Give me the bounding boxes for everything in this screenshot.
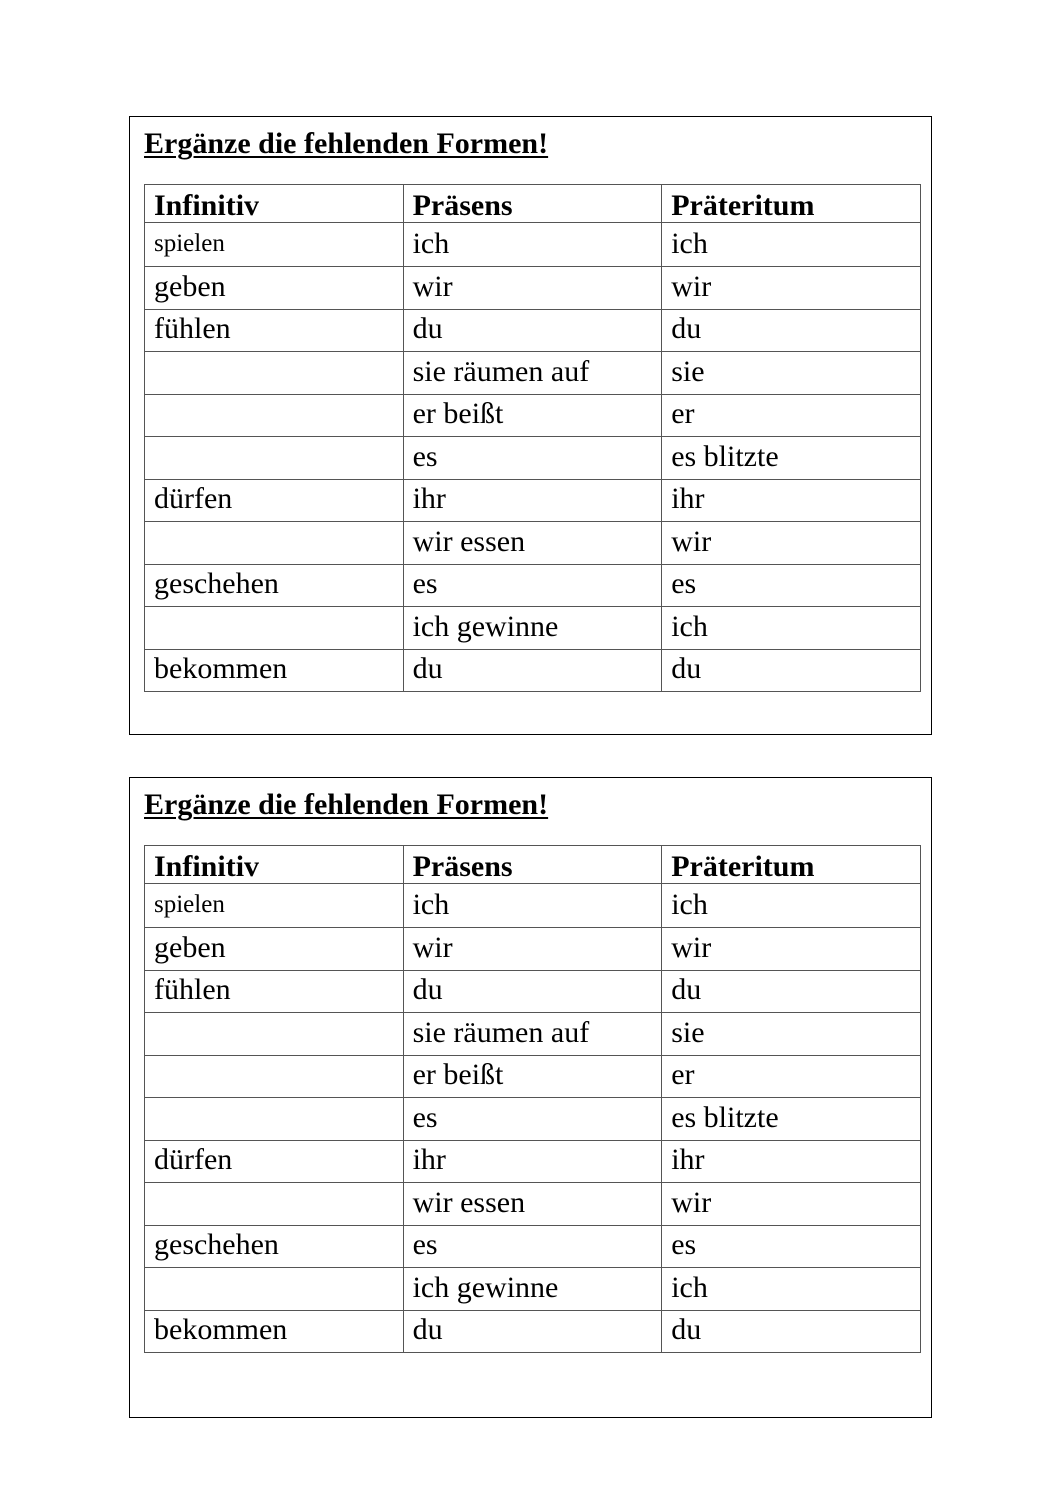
praesens-cell[interactable]: er beißt bbox=[403, 394, 662, 437]
header-praesens: Präsens bbox=[403, 185, 662, 223]
header-infinitiv: Infinitiv bbox=[145, 846, 404, 884]
table-row bbox=[145, 1055, 921, 1098]
praesens-cell[interactable]: ich gewinne bbox=[403, 1268, 662, 1311]
table-row bbox=[145, 649, 921, 692]
infinitiv-cell[interactable] bbox=[145, 522, 404, 565]
praesens-cell[interactable]: ich gewinne bbox=[403, 607, 662, 650]
praesens-cell[interactable]: du bbox=[403, 970, 662, 1013]
praesens-cell[interactable]: es bbox=[403, 1225, 662, 1268]
praeteritum-cell[interactable]: du bbox=[662, 970, 921, 1013]
table-row bbox=[145, 522, 921, 565]
infinitiv-cell[interactable] bbox=[145, 1183, 404, 1226]
praeteritum-cell[interactable]: du bbox=[662, 649, 921, 692]
table-row bbox=[145, 1098, 921, 1141]
praeteritum-cell[interactable]: es bbox=[662, 1225, 921, 1268]
praesens-cell[interactable]: es bbox=[403, 437, 662, 480]
infinitiv-cell[interactable] bbox=[145, 1055, 404, 1098]
table-row bbox=[145, 479, 921, 522]
infinitiv-cell[interactable]: bekommen bbox=[145, 1310, 404, 1353]
praeteritum-cell[interactable]: sie bbox=[662, 352, 921, 395]
praesens-cell[interactable]: wir essen bbox=[403, 1183, 662, 1226]
table-row bbox=[145, 564, 921, 607]
infinitiv-cell[interactable]: dürfen bbox=[145, 479, 404, 522]
infinitiv-cell[interactable]: geben bbox=[145, 928, 404, 971]
infinitiv-cell[interactable] bbox=[145, 437, 404, 480]
table-header-row bbox=[145, 846, 921, 884]
praeteritum-cell[interactable]: sie bbox=[662, 1013, 921, 1056]
table-row bbox=[145, 267, 921, 310]
infinitiv-cell[interactable] bbox=[145, 1013, 404, 1056]
praeteritum-cell[interactable]: es bbox=[662, 564, 921, 607]
table-row bbox=[145, 394, 921, 437]
infinitiv-cell[interactable]: spielen bbox=[145, 884, 404, 928]
table-row bbox=[145, 352, 921, 395]
card-title: Ergänze die fehlenden Formen! bbox=[144, 788, 549, 821]
praeteritum-cell[interactable]: wir bbox=[662, 267, 921, 310]
infinitiv-cell[interactable]: fühlen bbox=[145, 309, 404, 352]
table-row bbox=[145, 223, 921, 267]
praesens-cell[interactable]: wir essen bbox=[403, 522, 662, 565]
praesens-cell[interactable]: ihr bbox=[403, 1140, 662, 1183]
infinitiv-cell[interactable] bbox=[145, 394, 404, 437]
card-title: Ergänze die fehlenden Formen! bbox=[144, 127, 549, 160]
table-row bbox=[145, 1013, 921, 1056]
table-row bbox=[145, 607, 921, 650]
praesens-cell[interactable]: du bbox=[403, 309, 662, 352]
praesens-cell[interactable]: es bbox=[403, 1098, 662, 1141]
praeteritum-cell[interactable]: es blitzte bbox=[662, 437, 921, 480]
praesens-cell[interactable]: ich bbox=[403, 223, 662, 267]
infinitiv-cell[interactable]: bekommen bbox=[145, 649, 404, 692]
infinitiv-cell[interactable]: dürfen bbox=[145, 1140, 404, 1183]
infinitiv-cell[interactable]: geschehen bbox=[145, 564, 404, 607]
table-header-row bbox=[145, 185, 921, 223]
table-row bbox=[145, 437, 921, 480]
praeteritum-cell[interactable]: er bbox=[662, 394, 921, 437]
infinitiv-cell[interactable]: geben bbox=[145, 267, 404, 310]
table-row bbox=[145, 1140, 921, 1183]
infinitiv-cell[interactable]: geschehen bbox=[145, 1225, 404, 1268]
praeteritum-cell[interactable]: es blitzte bbox=[662, 1098, 921, 1141]
verb-table bbox=[144, 184, 921, 692]
header-praeteritum: Präteritum bbox=[662, 185, 921, 223]
praeteritum-cell[interactable]: wir bbox=[662, 1183, 921, 1226]
praesens-cell[interactable]: ihr bbox=[403, 479, 662, 522]
praesens-cell[interactable]: du bbox=[403, 649, 662, 692]
worksheet-card-2 bbox=[129, 777, 932, 1418]
praeteritum-cell[interactable]: er bbox=[662, 1055, 921, 1098]
table-row bbox=[145, 1268, 921, 1311]
praeteritum-cell[interactable]: du bbox=[662, 1310, 921, 1353]
infinitiv-cell[interactable] bbox=[145, 1098, 404, 1141]
praeteritum-cell[interactable]: ihr bbox=[662, 1140, 921, 1183]
header-praesens: Präsens bbox=[403, 846, 662, 884]
worksheet-card-1 bbox=[129, 116, 932, 735]
praeteritum-cell[interactable]: ihr bbox=[662, 479, 921, 522]
praesens-cell[interactable]: ich bbox=[403, 884, 662, 928]
table-row bbox=[145, 1310, 921, 1353]
infinitiv-cell[interactable]: fühlen bbox=[145, 970, 404, 1013]
infinitiv-cell[interactable]: spielen bbox=[145, 223, 404, 267]
table-row bbox=[145, 884, 921, 928]
table-row bbox=[145, 309, 921, 352]
praeteritum-cell[interactable]: du bbox=[662, 309, 921, 352]
praeteritum-cell[interactable]: ich bbox=[662, 884, 921, 928]
praeteritum-cell[interactable]: ich bbox=[662, 223, 921, 267]
praeteritum-cell[interactable]: ich bbox=[662, 607, 921, 650]
praeteritum-cell[interactable]: wir bbox=[662, 522, 921, 565]
table-row bbox=[145, 970, 921, 1013]
praesens-cell[interactable]: wir bbox=[403, 928, 662, 971]
praeteritum-cell[interactable]: wir bbox=[662, 928, 921, 971]
table-row bbox=[145, 1183, 921, 1226]
praesens-cell[interactable]: sie räumen auf bbox=[403, 1013, 662, 1056]
praesens-cell[interactable]: wir bbox=[403, 267, 662, 310]
infinitiv-cell[interactable] bbox=[145, 607, 404, 650]
header-praeteritum: Präteritum bbox=[662, 846, 921, 884]
header-infinitiv: Infinitiv bbox=[145, 185, 404, 223]
table-row bbox=[145, 928, 921, 971]
infinitiv-cell[interactable] bbox=[145, 1268, 404, 1311]
praesens-cell[interactable]: es bbox=[403, 564, 662, 607]
praesens-cell[interactable]: sie räumen auf bbox=[403, 352, 662, 395]
praeteritum-cell[interactable]: ich bbox=[662, 1268, 921, 1311]
infinitiv-cell[interactable] bbox=[145, 352, 404, 395]
verb-table bbox=[144, 845, 921, 1353]
praesens-cell[interactable]: du bbox=[403, 1310, 662, 1353]
praesens-cell[interactable]: er beißt bbox=[403, 1055, 662, 1098]
table-row bbox=[145, 1225, 921, 1268]
